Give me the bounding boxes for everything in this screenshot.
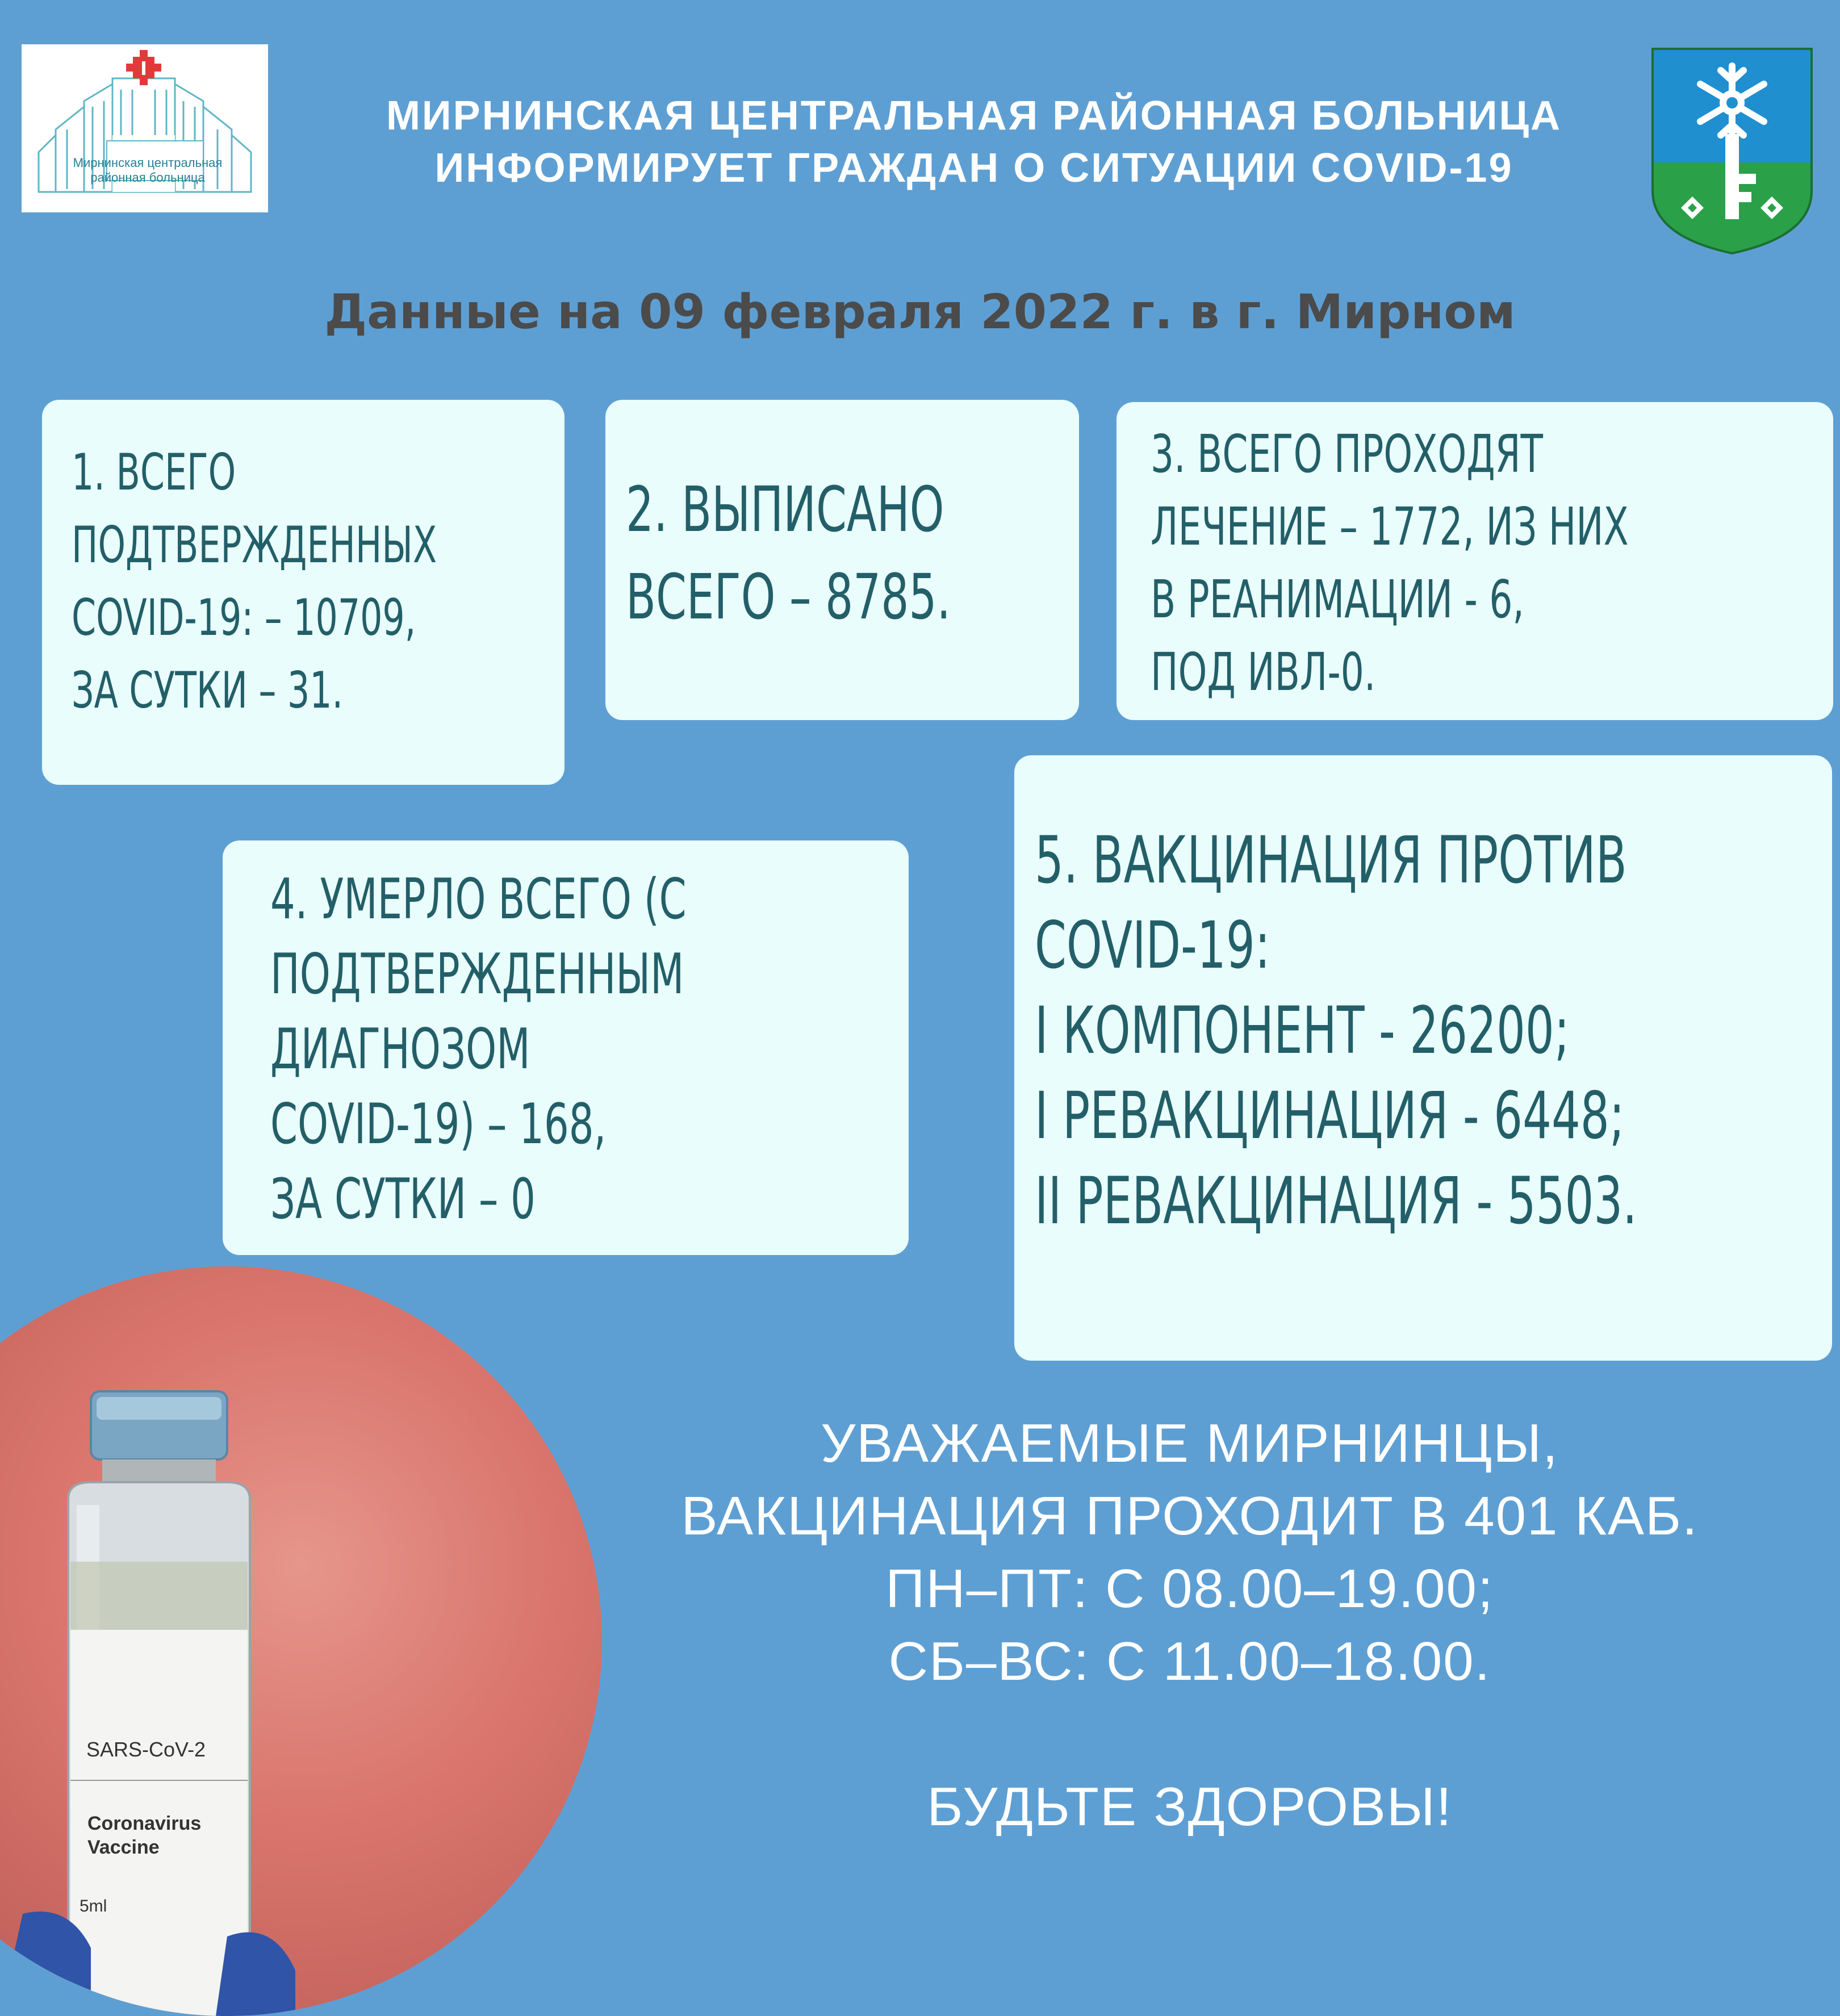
card-text bbox=[1151, 418, 1629, 709]
card-line: ЗА СУТКИ – 0 bbox=[270, 1167, 536, 1232]
header-title-line: МИРНИНСКАЯ ЦЕНТРАЛЬНАЯ РАЙОННАЯ БОЛЬНИЦА bbox=[386, 93, 1562, 139]
coat-of-arms-icon bbox=[1647, 43, 1817, 257]
notice-line: ВАКЦИНАЦИЯ ПРОХОДИТ В 401 КАБ. bbox=[681, 1486, 1699, 1546]
card-line: COVID-19: bbox=[1035, 907, 1270, 983]
card-line: 3. ВСЕГО ПРОХОДЯТ bbox=[1151, 424, 1543, 484]
card-line: 1. ВСЕГО bbox=[72, 443, 236, 501]
card-text bbox=[626, 466, 951, 641]
header-title-line: ИНФОРМИРУЕТ ГРАЖДАН О СИТУАЦИИ COVID-19 bbox=[434, 145, 1513, 191]
vial-label-line: 5ml bbox=[80, 1897, 107, 1915]
card-text bbox=[72, 436, 437, 727]
card-in-treatment bbox=[1116, 402, 1833, 720]
card-line: I КОМПОНЕНТ - 26200; bbox=[1035, 993, 1570, 1068]
card-line: ЛЕЧЕНИЕ – 1772, ИЗ НИХ bbox=[1151, 496, 1629, 557]
card-line: 4. УМЕРЛО ВСЕГО (С bbox=[270, 867, 687, 932]
card-line: ПОД ИВЛ-0. bbox=[1151, 642, 1376, 702]
card-line: 5. ВАКЦИНАЦИЯ ПРОТИВ bbox=[1035, 822, 1627, 898]
card-deaths bbox=[223, 840, 909, 1255]
logo-caption-line: Мирнинская центральная bbox=[73, 156, 223, 170]
vial-label-line: Vaccine bbox=[87, 1837, 160, 1858]
date-line: Данные на 09 февраля 2022 г. в г. Мирном bbox=[324, 284, 1516, 340]
card-line: II РЕВАКЦИНАЦИЯ - 5503. bbox=[1035, 1163, 1637, 1239]
hospital-building-icon bbox=[22, 44, 268, 212]
card-line: ПОДТВЕРЖДЕННЫХ bbox=[72, 516, 437, 574]
vial-label-line: Coronavirus bbox=[87, 1813, 202, 1834]
card-line: В РЕАНИМАЦИИ - 6, bbox=[1151, 569, 1524, 630]
card-text bbox=[270, 862, 687, 1237]
card-line: COVID-19) – 168, bbox=[270, 1092, 607, 1157]
logo-caption-line: районная больница bbox=[90, 170, 205, 185]
card-line: ДИАГНОЗОМ bbox=[270, 1017, 530, 1082]
logo-caption bbox=[62, 156, 233, 185]
card-text bbox=[1035, 818, 1637, 1244]
vaccination-notice bbox=[562, 1407, 1817, 1843]
city-emblem bbox=[1647, 43, 1817, 257]
notice-line: СБ–ВС: С 11.00–18.00. bbox=[888, 1631, 1491, 1692]
card-line: I РЕВАКЦИНАЦИЯ - 6448; bbox=[1035, 1078, 1625, 1153]
notice-line: БУДЬТЕ ЗДОРОВЫ! bbox=[927, 1776, 1453, 1837]
card-line: 2. ВЫПИСАНО bbox=[626, 473, 944, 546]
card-confirmed-cases bbox=[42, 400, 564, 785]
notice-spacer bbox=[562, 1698, 1817, 1771]
card-line: ЗА СУТКИ – 31. bbox=[72, 661, 344, 720]
card-line: COVID-19: – 10709, bbox=[72, 588, 416, 647]
card-discharged bbox=[605, 400, 1079, 720]
hospital-logo bbox=[22, 44, 268, 212]
card-line: ПОДТВЕРЖДЕННЫМ bbox=[270, 942, 684, 1007]
vial-label-line: SARS-CoV-2 bbox=[86, 1738, 206, 1761]
vaccine-photo bbox=[0, 1266, 602, 2016]
notice-line: УВАЖАЕМЫЕ МИРНИНЦЫ, bbox=[821, 1413, 1559, 1474]
card-vaccination bbox=[1014, 755, 1832, 1361]
card-line: ВСЕГО – 8785. bbox=[626, 561, 951, 633]
header-title bbox=[278, 90, 1670, 194]
notice-line: ПН–ПТ: С 08.00–19.00; bbox=[885, 1558, 1494, 1619]
